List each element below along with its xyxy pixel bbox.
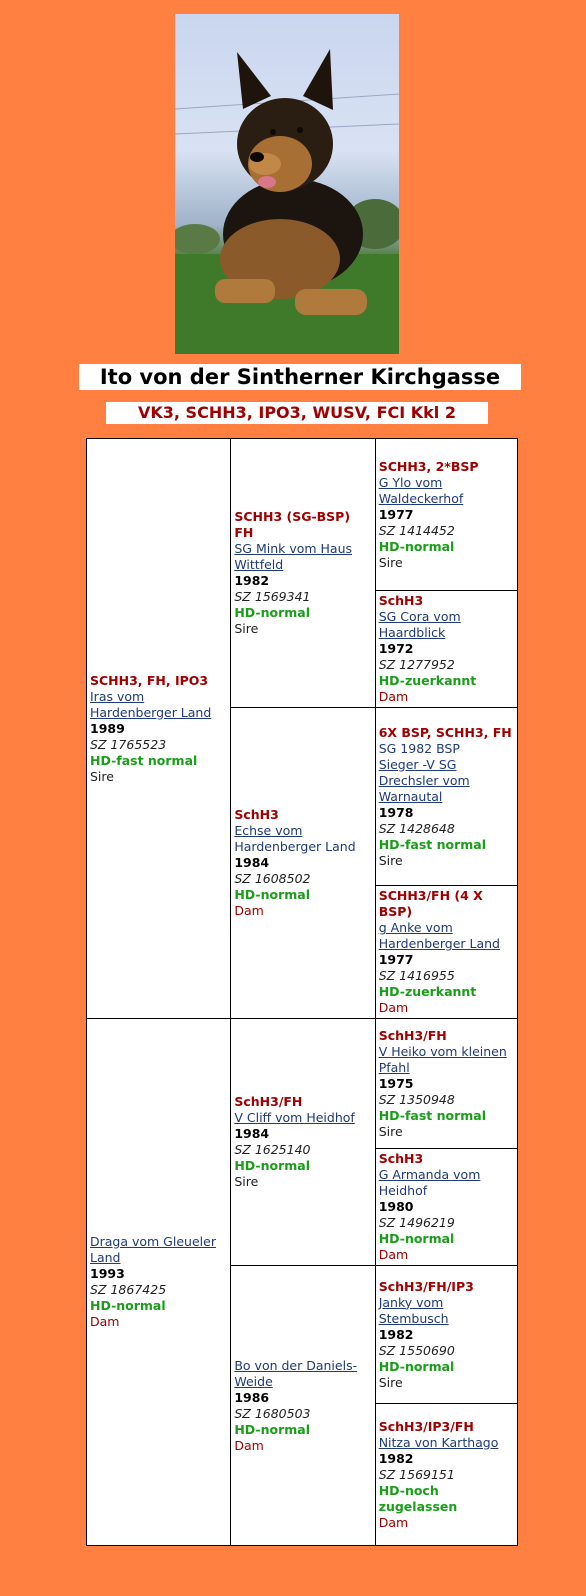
sz-number: SZ 1277952 xyxy=(378,657,455,672)
sex-label: Dam xyxy=(90,1314,120,1329)
sex-label: Dam xyxy=(378,689,409,704)
hd-status: HD-normal xyxy=(90,1298,166,1313)
sz-number: SZ 1428648 xyxy=(378,820,455,836)
pedigree-g3-8 xyxy=(375,1404,517,1546)
sz-number: SZ 1765523 xyxy=(90,736,167,752)
dog-link[interactable]: G Armanda vom xyxy=(378,1167,481,1182)
birth-year: 1977 xyxy=(378,506,414,522)
sz-number: SZ 1867425 xyxy=(90,1282,167,1297)
sex-label: Dam xyxy=(378,1514,409,1530)
birth-year: 1989 xyxy=(90,720,125,736)
birth-year: 1982 xyxy=(378,1450,414,1466)
sex-label: Sire xyxy=(378,1123,403,1139)
sz-number: SZ 1680503 xyxy=(234,1405,311,1421)
hd-status: HD-zuerkannt xyxy=(378,984,477,999)
pedigree-g3-1 xyxy=(375,439,517,591)
dog-link[interactable]: Echse vom xyxy=(234,823,303,838)
birth-year: 1982 xyxy=(234,573,270,588)
hd-status: HD-normal xyxy=(378,538,455,554)
sz-number: SZ 1414452 xyxy=(378,522,455,538)
hd-status: HD-fast normal xyxy=(378,836,486,852)
sz-number: SZ 1496219 xyxy=(378,1215,455,1230)
sex-label: Sire xyxy=(378,1374,403,1390)
hd-status: HD-normal xyxy=(378,1231,455,1246)
hd-status: HD-zuerkannt xyxy=(378,673,477,688)
hd-status: HD-normal xyxy=(234,605,310,620)
pedigree-dam xyxy=(87,1019,231,1546)
title-text: SchH3 xyxy=(378,1151,424,1166)
pedigree-g3-2 xyxy=(375,591,517,708)
sex-label: Sire xyxy=(378,852,403,868)
pedigree-g3-6 xyxy=(375,1149,517,1266)
birth-year: 1977 xyxy=(378,952,414,967)
sz-number: SZ 1569341 xyxy=(234,589,311,604)
pedigree-g3-3 xyxy=(375,708,517,886)
sz-number: SZ 1350948 xyxy=(378,1091,455,1107)
sex-label: Dam xyxy=(378,1247,409,1262)
birth-year: 1993 xyxy=(90,1266,125,1281)
birth-year: 1984 xyxy=(234,855,270,870)
dog-link[interactable]: SG Mink vom Haus Wittfeld xyxy=(234,541,353,572)
pedigree-g3-4 xyxy=(375,886,517,1019)
hd-status: HD-normal xyxy=(234,1158,310,1173)
pedigree-dam-dam xyxy=(231,1266,375,1546)
title-text: SCHH3/FH (4 X BSP) xyxy=(378,888,483,919)
hd-status: HD-fast normal xyxy=(378,1107,486,1123)
hd-status: HD-normal xyxy=(234,887,310,902)
dog-name: Ito von der Sintherner Kirchgasse xyxy=(79,364,521,390)
title-text: SCHH3, 2*BSP xyxy=(378,458,479,474)
sz-number: SZ 1608502 xyxy=(234,871,311,886)
dog-titles: VK3, SCHH3, IPO3, WUSV, FCI Kkl 2 xyxy=(106,402,488,424)
dog-title-prefix: SG 1982 BSP xyxy=(378,740,460,756)
birth-year: 1975 xyxy=(378,1075,414,1091)
dog-link[interactable]: Draga vom Gleueler Land xyxy=(90,1234,216,1265)
dog-link[interactable]: Nitza von Karthago xyxy=(378,1434,499,1450)
title-text: SchH3/FH/IP3 xyxy=(378,1278,474,1294)
birth-year: 1978 xyxy=(378,804,414,820)
title-text: SchH3/FH xyxy=(234,1094,303,1109)
sz-number: SZ 1416955 xyxy=(378,968,455,983)
title-text: SchH3/FH xyxy=(378,1027,447,1043)
birth-year: 1984 xyxy=(234,1126,270,1141)
birth-year: 1986 xyxy=(234,1389,270,1405)
dog-link[interactable]: Bo von der Daniels-Weide xyxy=(234,1357,358,1389)
pedigree-dam-sire xyxy=(231,1019,375,1266)
pedigree-g3-5 xyxy=(375,1019,517,1149)
dog-name-cont: Heidhof xyxy=(378,1183,428,1198)
sex-label: Dam xyxy=(378,1000,409,1015)
hd-status: HD-fast normal xyxy=(90,752,198,768)
birth-year: 1982 xyxy=(378,1326,414,1342)
title-text: SchH3 xyxy=(378,593,424,608)
sex-label: Sire xyxy=(378,554,403,570)
pedigree-table xyxy=(86,438,518,1546)
sex-label: Dam xyxy=(234,903,264,918)
title-text: SCHH3 (SG-BSP) FH xyxy=(234,509,351,540)
hd-status: HD-normal xyxy=(378,1358,455,1374)
hd-status: HD-normal xyxy=(234,1421,310,1437)
sz-number: SZ 1569151 xyxy=(378,1466,455,1482)
dog-link[interactable]: V Cliff vom Heidhof xyxy=(234,1110,355,1125)
sex-label: Sire xyxy=(90,768,114,784)
dog-link[interactable]: Janky vom Stembusch xyxy=(378,1294,449,1326)
pedigree-g3-7 xyxy=(375,1266,517,1404)
title-text: 6X BSP, SCHH3, FH xyxy=(378,724,512,740)
pedigree-sire xyxy=(87,439,231,1019)
dog-link[interactable]: Sieger -V SG Drechsler vom Warnautal xyxy=(378,756,470,804)
sex-label: Sire xyxy=(234,621,259,636)
sex-label: Dam xyxy=(234,1437,264,1453)
title-text: SchH3 xyxy=(234,807,279,822)
dog-photo xyxy=(175,14,399,354)
hd-status: HD-noch zugelassen xyxy=(378,1482,458,1514)
dog-link[interactable]: Iras vom Hardenberger Land xyxy=(90,688,212,720)
title-text: SCHH3, FH, IPO3 xyxy=(90,672,209,688)
dog-link[interactable]: SG Cora vom Haardblick xyxy=(378,609,461,640)
title-text: SchH3/IP3/FH xyxy=(378,1418,474,1434)
sex-label: Sire xyxy=(234,1174,259,1189)
sz-number: SZ 1625140 xyxy=(234,1142,311,1157)
birth-year: 1972 xyxy=(378,641,414,656)
birth-year: 1980 xyxy=(378,1199,414,1214)
pedigree-sire-dam xyxy=(231,708,375,1019)
dog-link[interactable]: g Anke vom Hardenberger Land xyxy=(378,920,500,951)
dog-name-cont: Hardenberger Land xyxy=(234,839,356,854)
pedigree-sire-sire xyxy=(231,439,375,708)
dog-link[interactable]: G Ylo vom Waldeckerhof xyxy=(378,474,464,506)
sz-number: SZ 1550690 xyxy=(378,1342,455,1358)
dog-link[interactable]: V Heiko vom kleinen Pfahl xyxy=(378,1043,507,1075)
